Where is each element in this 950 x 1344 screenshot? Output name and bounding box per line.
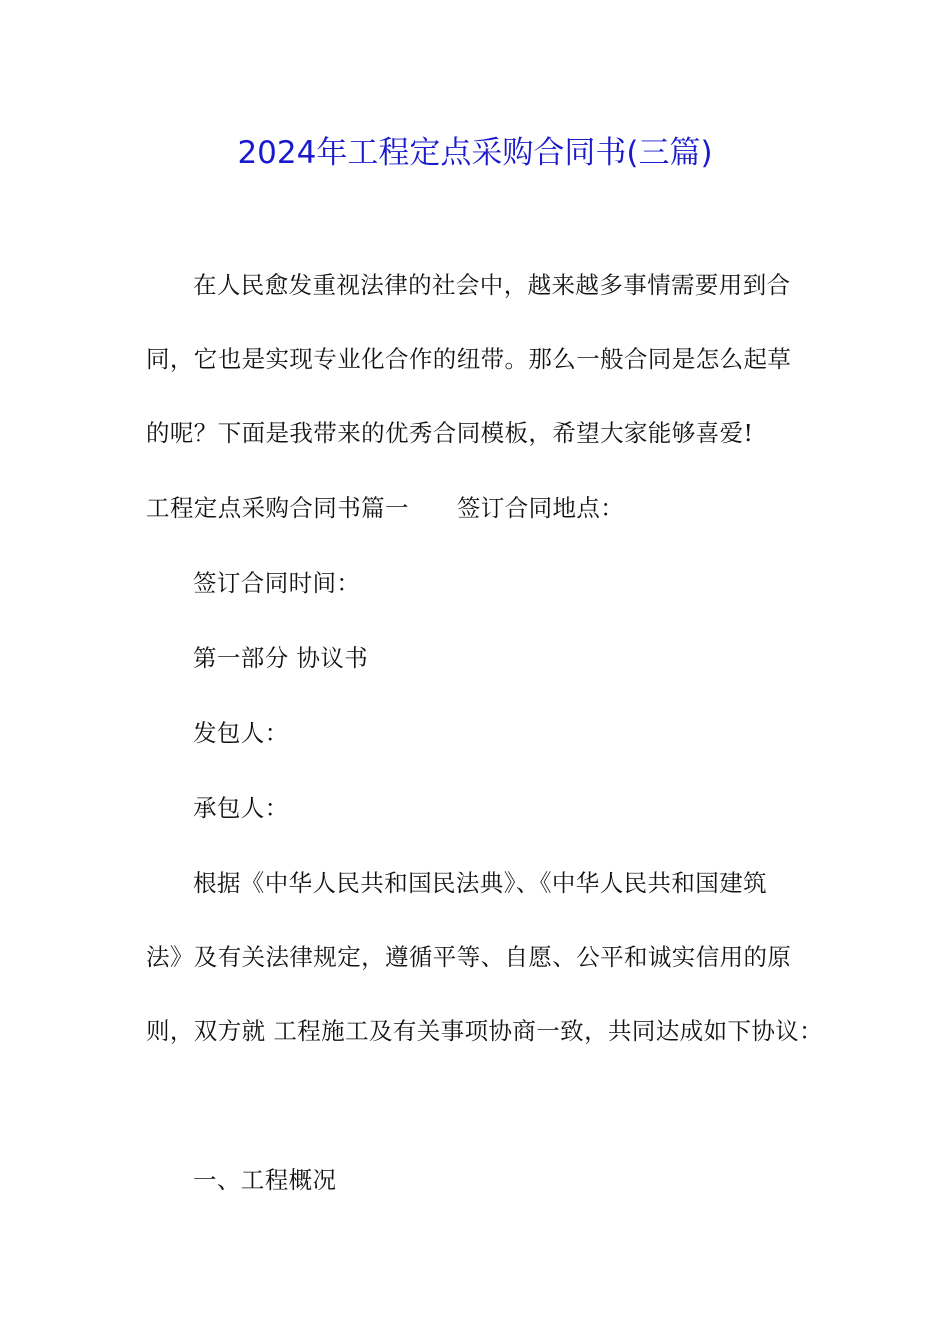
employer-label: 发包人： <box>193 719 289 747</box>
clause-heading-1: 一、工程概况 <box>193 1166 337 1194</box>
basis-paragraph-line-1: 根据《中华人民共和国民法典》、《中华人民共和国建筑 <box>193 869 767 897</box>
document-title: 2024年工程定点采购合同书(三篇) <box>237 135 713 171</box>
intro-paragraph-line-3: 的呢？下面是我带来的优秀合同模板，希望大家能够喜爱! <box>146 419 754 447</box>
basis-paragraph-line-2: 法》及有关法律规定，遵循平等、自愿、公平和诚实信用的原 <box>146 943 792 971</box>
contractor-label: 承包人： <box>193 794 289 822</box>
section-heading-row <box>146 491 624 525</box>
section-heading: 工程定点采购合同书篇一 <box>146 494 409 522</box>
part-title: 第一部分 协议书 <box>193 644 369 672</box>
intro-paragraph-line-1: 在人民愈发重视法律的社会中，越来越多事情需要用到合 <box>193 271 791 299</box>
basis-paragraph-line-3: 则，双方就 工程施工及有关事项协商一致，共同达成如下协议： <box>146 1017 824 1045</box>
sign-place-label: 签订合同地点： <box>456 494 625 522</box>
sign-time-label: 签订合同时间： <box>193 569 361 597</box>
intro-paragraph-line-2: 同，它也是实现专业化合作的纽带。那么一般合同是怎么起草 <box>146 345 792 373</box>
